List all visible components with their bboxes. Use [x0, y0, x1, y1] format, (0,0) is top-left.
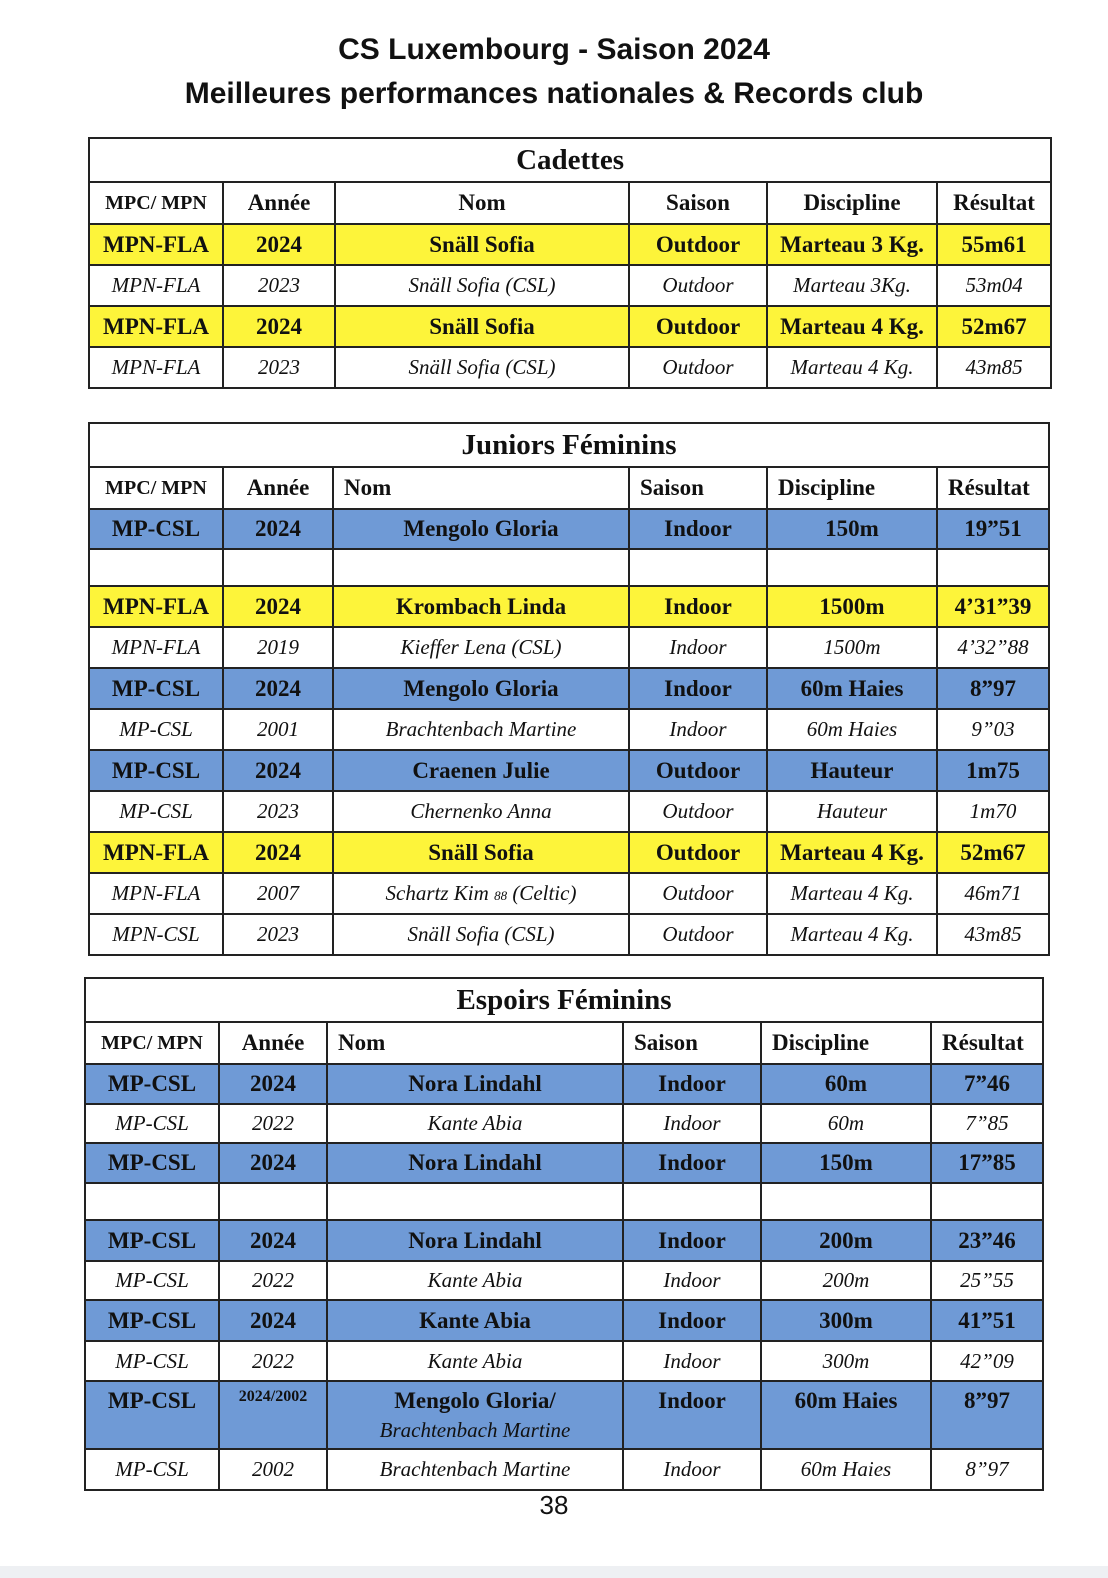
- cell-season: Outdoor: [629, 224, 767, 265]
- cell-result: 42”09: [931, 1341, 1043, 1381]
- table-row: [89, 709, 1049, 750]
- cell-discipline: Marteau 3 Kg.: [767, 224, 937, 265]
- cell-name: Mengolo Gloria/ Brachtenbach Martine: [327, 1381, 623, 1449]
- cell-result: 8”97: [937, 668, 1049, 709]
- cell-name: Krombach Linda: [333, 586, 629, 627]
- cell-year: 2001: [223, 709, 333, 750]
- cell-discipline: Marteau 4 Kg.: [767, 832, 937, 873]
- cell-year: 2023: [223, 914, 333, 955]
- cell-discipline: Hauteur: [767, 750, 937, 791]
- cell-year: 2024: [219, 1300, 327, 1341]
- table-juniors-feminins: [88, 422, 1050, 956]
- cell-name: Schartz Kim 88 (Celtic): [333, 873, 629, 914]
- cell-category: MP-CSL: [85, 1261, 219, 1300]
- cell-year: 2024: [219, 1064, 327, 1104]
- cell-name: Kante Abia: [327, 1104, 623, 1143]
- cell-category: MPN-FLA: [89, 265, 223, 306]
- cell-result: 25”55: [931, 1261, 1043, 1300]
- table-row: [85, 1300, 1043, 1341]
- cell-year: 2024: [223, 750, 333, 791]
- cell-season: Outdoor: [629, 791, 767, 832]
- cell-result: 52m67: [937, 832, 1049, 873]
- cell-season: Indoor: [623, 1341, 761, 1381]
- cell-result: 8”97: [931, 1381, 1043, 1449]
- cell-discipline: 1500m: [767, 627, 937, 668]
- table-row: [89, 873, 1049, 914]
- cell-season: Indoor: [623, 1220, 761, 1261]
- cell-category: MP-CSL: [89, 791, 223, 832]
- cell-discipline: 60m: [761, 1104, 931, 1143]
- cell-name: Mengolo Gloria: [333, 509, 629, 549]
- cell-name: Snäll Sofia: [335, 306, 629, 347]
- cell-result: 4’31”39: [937, 586, 1049, 627]
- cell-year: 2022: [219, 1104, 327, 1143]
- col-header-resultat: Résultat: [937, 467, 1049, 509]
- cell-year: 2024: [219, 1143, 327, 1183]
- cell-category: MP-CSL: [85, 1143, 219, 1183]
- table-row: [85, 1220, 1043, 1261]
- cell-result: 46m71: [937, 873, 1049, 914]
- cell-year: 2024: [223, 832, 333, 873]
- cell-year: 2023: [223, 791, 333, 832]
- cell-result: 17”85: [931, 1143, 1043, 1183]
- cell-year: 2019: [223, 627, 333, 668]
- col-header-resultat: Résultat: [931, 1022, 1043, 1064]
- cell-discipline: 300m: [761, 1300, 931, 1341]
- cell-result: 55m61: [937, 224, 1051, 265]
- cell-category: MP-CSL: [85, 1300, 219, 1341]
- cell-result: 1m70: [937, 791, 1049, 832]
- table-row: [85, 1381, 1043, 1449]
- cell-result: 43m85: [937, 914, 1049, 955]
- cell-name: Snäll Sofia: [333, 832, 629, 873]
- cell-season: Indoor: [623, 1300, 761, 1341]
- section-title: Cadettes: [89, 138, 1051, 182]
- cell-season: Outdoor: [629, 832, 767, 873]
- cell-name: Brachtenbach Martine: [333, 709, 629, 750]
- col-header-saison: Saison: [623, 1022, 761, 1064]
- cell-season: Indoor: [623, 1104, 761, 1143]
- cell-name: Snäll Sofia (CSL): [335, 347, 629, 388]
- col-header-discipline: Discipline: [767, 182, 937, 224]
- cell-year: 2002: [219, 1449, 327, 1490]
- cell-category: MP-CSL: [89, 668, 223, 709]
- col-header-mpc: MPC/ MPN: [89, 182, 223, 224]
- cell-category: MP-CSL: [85, 1064, 219, 1104]
- cell-season: Indoor: [629, 509, 767, 549]
- cell-year: 2024: [223, 668, 333, 709]
- cell-name: Kieffer Lena (CSL): [333, 627, 629, 668]
- table-row: [85, 1143, 1043, 1183]
- cell-name: Kante Abia: [327, 1300, 623, 1341]
- cell-category: MPN-FLA: [89, 586, 223, 627]
- cell-category: MPN-FLA: [89, 627, 223, 668]
- cell-category: MPN-FLA: [89, 224, 223, 265]
- cell-category: MPN-FLA: [89, 873, 223, 914]
- col-header-mpc: MPC/ MPN: [85, 1022, 219, 1064]
- col-header-mpc: MPC/ MPN: [89, 467, 223, 509]
- cell-year: 2024: [223, 224, 335, 265]
- table-row: [89, 224, 1051, 265]
- cell-season: Indoor: [629, 627, 767, 668]
- cell-name: Kante Abia: [327, 1341, 623, 1381]
- cell-result: 43m85: [937, 347, 1051, 388]
- table-row: [89, 750, 1049, 791]
- cell-season: Indoor: [629, 709, 767, 750]
- col-header-annee: Année: [223, 182, 335, 224]
- cell-season: Outdoor: [629, 265, 767, 306]
- cell-season: Indoor: [629, 586, 767, 627]
- cell-season: Outdoor: [629, 306, 767, 347]
- col-header-resultat: Résultat: [937, 182, 1051, 224]
- cell-result: 8”97: [931, 1449, 1043, 1490]
- col-header-saison: Saison: [629, 182, 767, 224]
- table-espoirs-feminins: [84, 977, 1044, 1491]
- cell-season: Outdoor: [629, 914, 767, 955]
- cell-name: Craenen Julie: [333, 750, 629, 791]
- cell-season: Outdoor: [629, 750, 767, 791]
- table-row: [89, 347, 1051, 388]
- cell-result: 52m67: [937, 306, 1051, 347]
- cell-name: Mengolo Gloria: [333, 668, 629, 709]
- section-title: Espoirs Féminins: [85, 978, 1043, 1022]
- col-header-annee: Année: [219, 1022, 327, 1064]
- table-row-empty: [85, 1183, 1043, 1220]
- col-header-nom: Nom: [333, 467, 629, 509]
- col-header-annee: Année: [223, 467, 333, 509]
- cell-result: 7”46: [931, 1064, 1043, 1104]
- cell-result: 53m04: [937, 265, 1051, 306]
- table-row: [85, 1064, 1043, 1104]
- cell-discipline: 200m: [761, 1220, 931, 1261]
- cell-season: Indoor: [623, 1064, 761, 1104]
- cell-year: 2024/2002: [219, 1381, 327, 1449]
- cell-season: Indoor: [623, 1261, 761, 1300]
- col-header-nom: Nom: [327, 1022, 623, 1064]
- cell-category: MP-CSL: [89, 709, 223, 750]
- cell-name: Chernenko Anna: [333, 791, 629, 832]
- cell-season: Indoor: [629, 668, 767, 709]
- cell-year: 2024: [223, 509, 333, 549]
- col-header-saison: Saison: [629, 467, 767, 509]
- table-row-empty: [89, 549, 1049, 586]
- cell-year: 2022: [219, 1341, 327, 1381]
- cell-discipline: Hauteur: [767, 791, 937, 832]
- cell-year: 2022: [219, 1261, 327, 1300]
- cell-season: Outdoor: [629, 347, 767, 388]
- cell-name: Brachtenbach Martine: [327, 1449, 623, 1490]
- cell-discipline: 200m: [761, 1261, 931, 1300]
- cell-discipline: Marteau 4 Kg.: [767, 306, 937, 347]
- cell-year: 2023: [223, 265, 335, 306]
- col-header-discipline: Discipline: [767, 467, 937, 509]
- table-row: [89, 306, 1051, 347]
- table-row: [89, 791, 1049, 832]
- cell-year: 2024: [219, 1220, 327, 1261]
- cell-result: 9”03: [937, 709, 1049, 750]
- cell-category: MP-CSL: [85, 1449, 219, 1490]
- cell-result: 4’32”88: [937, 627, 1049, 668]
- cell-name: Nora Lindahl: [327, 1143, 623, 1183]
- cell-category: MPN-FLA: [89, 832, 223, 873]
- table-row: [89, 627, 1049, 668]
- section-title: Juniors Féminins: [89, 423, 1049, 467]
- col-header-discipline: Discipline: [761, 1022, 931, 1064]
- table-row: [85, 1261, 1043, 1300]
- cell-season: Outdoor: [629, 873, 767, 914]
- cell-name: Nora Lindahl: [327, 1220, 623, 1261]
- table-row: [85, 1104, 1043, 1143]
- cell-discipline: Marteau 4 Kg.: [767, 873, 937, 914]
- cell-discipline: Marteau 4 Kg.: [767, 914, 937, 955]
- cell-name: Kante Abia: [327, 1261, 623, 1300]
- cell-season: Indoor: [623, 1381, 761, 1449]
- cell-season: Indoor: [623, 1449, 761, 1490]
- cell-season: Indoor: [623, 1143, 761, 1183]
- cell-year: 2023: [223, 347, 335, 388]
- cell-category: MPN-FLA: [89, 306, 223, 347]
- cell-result: 7”85: [931, 1104, 1043, 1143]
- cell-category: MP-CSL: [89, 750, 223, 791]
- cell-year: 2024: [223, 306, 335, 347]
- cell-result: 41”51: [931, 1300, 1043, 1341]
- table-row: [85, 1341, 1043, 1381]
- cell-category: MP-CSL: [85, 1381, 219, 1449]
- cell-result: 23”46: [931, 1220, 1043, 1261]
- cell-name: Snäll Sofia (CSL): [335, 265, 629, 306]
- cell-category: MPN-CSL: [89, 914, 223, 955]
- table-row: [89, 914, 1049, 955]
- page-title: CS Luxembourg - Saison 2024: [338, 33, 770, 66]
- page-number: 38: [539, 1490, 569, 1520]
- table-row: [89, 668, 1049, 709]
- cell-year: 2007: [223, 873, 333, 914]
- cell-year: 2024: [223, 586, 333, 627]
- cell-discipline: 150m: [767, 509, 937, 549]
- cell-discipline: 60m Haies: [767, 668, 937, 709]
- table-row: [89, 832, 1049, 873]
- cell-discipline: 60m: [761, 1064, 931, 1104]
- cell-discipline: Marteau 4 Kg.: [767, 347, 937, 388]
- cell-category: MP-CSL: [85, 1220, 219, 1261]
- cell-discipline: Marteau 3Kg.: [767, 265, 937, 306]
- cell-category: MP-CSL: [85, 1341, 219, 1381]
- cell-discipline: 300m: [761, 1341, 931, 1381]
- cell-discipline: 60m Haies: [761, 1449, 931, 1490]
- table-cadettes: [88, 137, 1052, 389]
- cell-discipline: 60m Haies: [767, 709, 937, 750]
- cell-discipline: 60m Haies: [761, 1381, 931, 1449]
- cell-result: 19”51: [937, 509, 1049, 549]
- page-subtitle: Meilleures performances nationales & Records club: [184, 77, 924, 110]
- footer-band: [0, 1566, 1108, 1578]
- table-row: [89, 509, 1049, 549]
- col-header-nom: Nom: [335, 182, 629, 224]
- cell-result: 1m75: [937, 750, 1049, 791]
- cell-name: Nora Lindahl: [327, 1064, 623, 1104]
- table-row: [89, 265, 1051, 306]
- cell-discipline: 150m: [761, 1143, 931, 1183]
- cell-category: MP-CSL: [85, 1104, 219, 1143]
- cell-discipline: 1500m: [767, 586, 937, 627]
- cell-name: Snäll Sofia (CSL): [333, 914, 629, 955]
- table-row: [85, 1449, 1043, 1490]
- cell-name: Snäll Sofia: [335, 224, 629, 265]
- table-row: [89, 586, 1049, 627]
- cell-category: MP-CSL: [89, 509, 223, 549]
- cell-category: MPN-FLA: [89, 347, 223, 388]
